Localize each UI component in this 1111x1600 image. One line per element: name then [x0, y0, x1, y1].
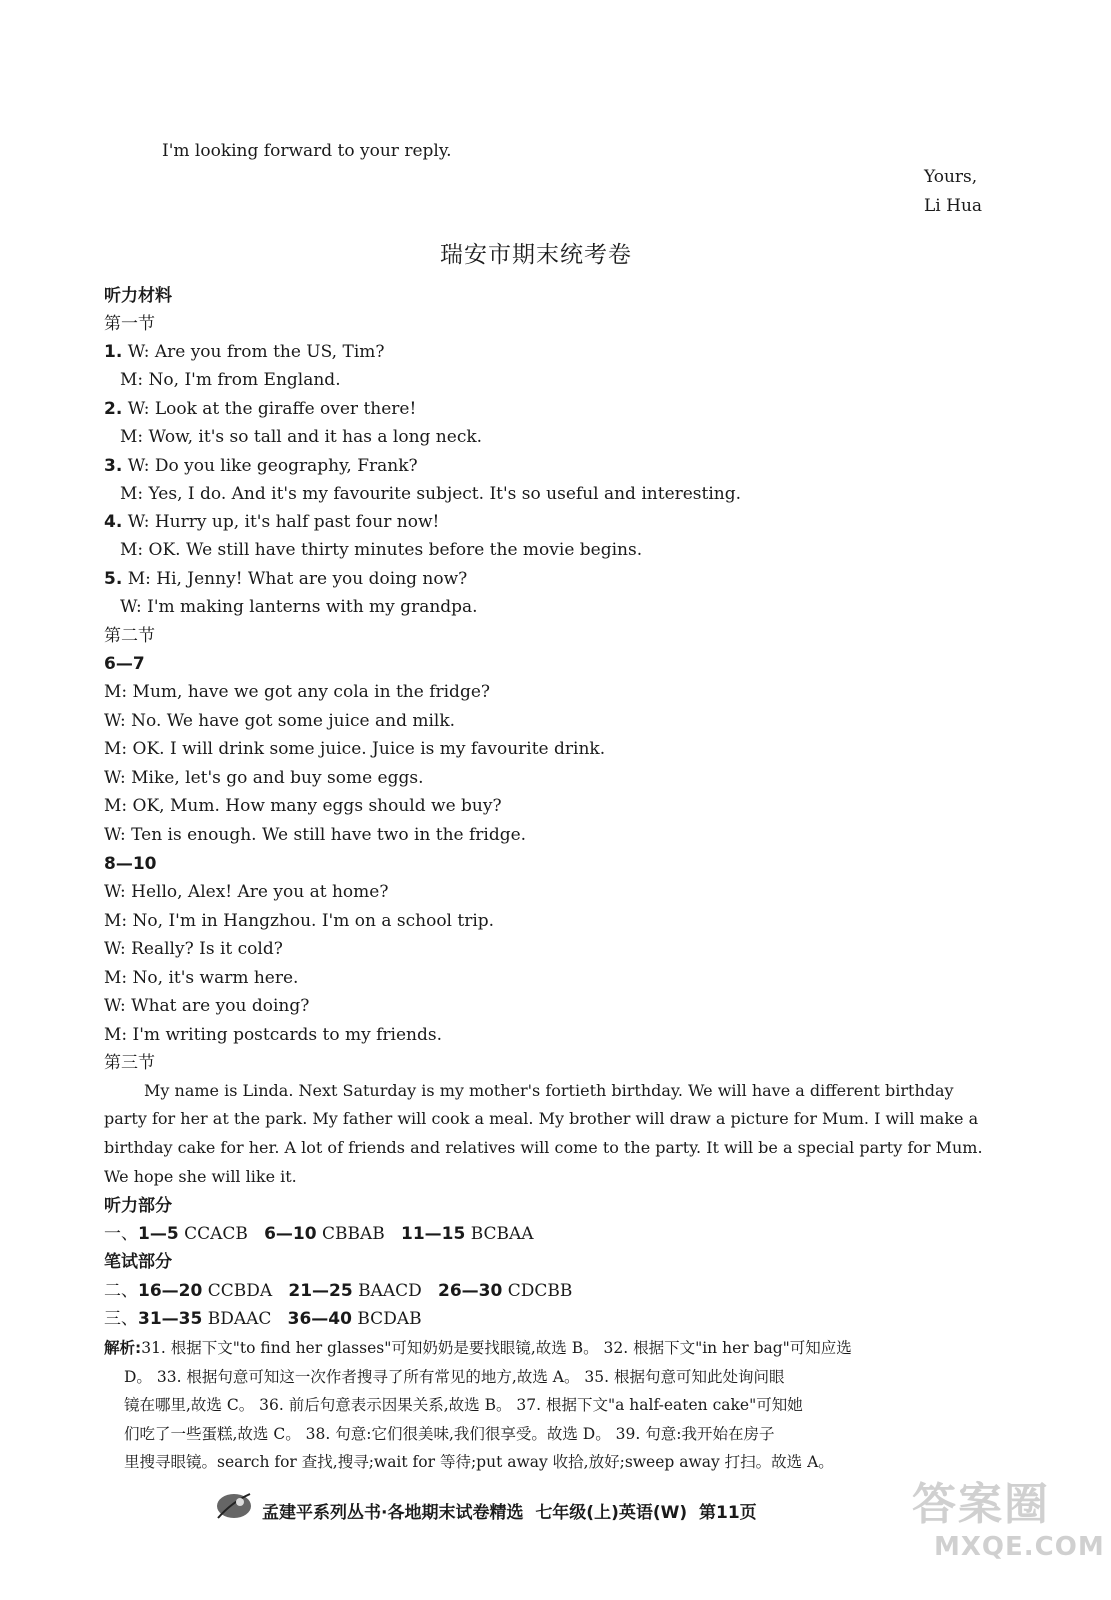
item-number: 1.: [104, 342, 123, 362]
analysis-text: 31. 根据下文"to find her glasses"可知奶奶是要找眼镜,故选 B。 32. 根据下文"in her bag"可知应选: [141, 1339, 852, 1357]
answer-key: BCDAB: [357, 1309, 422, 1329]
dialog-item: [104, 565, 467, 593]
passage-line: My name is Linda. Next Saturday is my mother's fortieth birthday. We will have a different birthday: [144, 1081, 954, 1100]
answer-range: 11—15: [400, 1224, 466, 1244]
analysis-line: 镜在哪里,故选 C。 36. 前后句意表示因果关系,故选 B。 37. 根据下文"a half-eaten cake"可知她: [124, 1396, 803, 1414]
dialog-line: M: I'm writing postcards to my friends.: [104, 1025, 443, 1045]
item-number: 4.: [104, 512, 123, 532]
answer-key: BCBAA: [470, 1224, 534, 1244]
answer-key: BAACD: [358, 1281, 422, 1301]
dialog-line: W: What are you doing?: [104, 996, 310, 1016]
dialog-line: M: No, it's warm here.: [104, 968, 299, 988]
dialog-line: W: No. We have got some juice and milk.: [104, 711, 456, 731]
answer-range: 21—25: [288, 1281, 353, 1301]
passage-line: birthday cake for her. A lot of friends and relatives will come to the party. It will be a special party for Mum.: [104, 1138, 983, 1157]
dialog-item: [104, 395, 416, 423]
answer-row-3: [104, 1305, 422, 1333]
answer-range: 16—20: [138, 1281, 203, 1301]
dialog-item: [104, 508, 439, 536]
answer-prefix: 一、: [104, 1224, 138, 1244]
dialog-line: W: Ten is enough. We still have two in the fridge.: [104, 825, 527, 845]
answer-key: CCACB: [184, 1224, 248, 1244]
item-number: 3.: [104, 456, 123, 476]
answer-range: 36—40: [287, 1309, 352, 1329]
dialog-line: M: No, I'm in Hangzhou. I'm on a school trip.: [104, 911, 495, 931]
dialog-line: M: No, I'm from England.: [120, 370, 341, 390]
dialog-line: W: Hurry up, it's half past four now!: [127, 512, 440, 532]
dialog-line: W: Really? Is it cold?: [104, 939, 283, 959]
series-logo-icon: [212, 1484, 254, 1526]
answer-key: CDCBB: [507, 1281, 573, 1301]
letter-name: Li Hua: [924, 196, 983, 216]
passage-line: party for her at the park. My father will cook a meal. My brother will draw a picture for Mum. I will make a: [104, 1109, 979, 1128]
answer-row-2: [104, 1277, 572, 1305]
section2-label: 第二节: [104, 626, 155, 646]
dialog-line: W: Look at the giraffe over there!: [127, 399, 417, 419]
dialog-line: W: I'm making lanterns with my grandpa.: [120, 597, 478, 617]
footer: [262, 1498, 757, 1523]
item-number: 5.: [104, 569, 123, 589]
dialog-line: W: Mike, let's go and buy some eggs.: [104, 768, 424, 788]
letter-signoff: Yours,: [924, 167, 978, 187]
answer-row-1: [104, 1220, 534, 1248]
dialog-line: M: Wow, it's so tall and it has a long neck.: [120, 427, 483, 447]
answer-range: 31—35: [138, 1309, 203, 1329]
watermark-logo: 答案圈: [912, 1479, 1050, 1530]
answer-key: CBBAB: [322, 1224, 385, 1244]
exam-title: 瑞安市期末统考卷: [440, 242, 632, 268]
footer-grade: 七年级(上)英语(W): [535, 1503, 688, 1523]
analysis-line: 们吃了一些蛋糕,故选 C。 38. 句意:它们很美味,我们很享受。故选 D。 39. 句意:我开始在房子: [124, 1425, 775, 1443]
answer-range: 6—10: [264, 1224, 317, 1244]
dialog-line: M: OK. We still have thirty minutes before the movie begins.: [120, 540, 643, 560]
dialog-line: W: Are you from the US, Tim?: [127, 342, 385, 362]
dialog-item: [104, 452, 418, 480]
item-number: 2.: [104, 399, 123, 419]
passage-line: We hope she will like it.: [104, 1167, 297, 1186]
answer-key: BDAAC: [207, 1309, 272, 1329]
answer-prefix: 三、: [104, 1309, 138, 1329]
dialog-line: W: Hello, Alex! Are you at home?: [104, 882, 389, 902]
dialog-line: M: OK, Mum. How many eggs should we buy?: [104, 796, 502, 816]
page-number: 第11页: [699, 1503, 757, 1523]
answer-range: 26—30: [438, 1281, 503, 1301]
dialog-item: [104, 338, 385, 366]
answer-key: CCBDA: [207, 1281, 273, 1301]
dialog-line: M: Mum, have we got any cola in the fridge?: [104, 682, 490, 702]
footer-series: 孟建平系列丛书: [262, 1503, 381, 1523]
analysis-label: 解析:: [104, 1339, 142, 1357]
answer-prefix: 二、: [104, 1281, 138, 1301]
group-range: 6—7: [104, 654, 145, 674]
section1-label: 第一节: [104, 314, 155, 334]
letter-closing-line: I'm looking forward to your reply.: [162, 141, 452, 161]
analysis-line: 里搜寻眼镜。search for 查找,搜寻;wait for 等待;put away 收拾,放好;sweep away 打扫。故选 A。: [124, 1453, 834, 1471]
analysis-line-1: [104, 1334, 852, 1362]
section3-label: 第三节: [104, 1053, 155, 1073]
dialog-line: W: Do you like geography, Frank?: [127, 456, 418, 476]
dialog-line: M: OK. I will drink some juice. Juice is my favourite drink.: [104, 739, 606, 759]
footer-book: 各地期末试卷精选: [387, 1503, 524, 1523]
listening-answers-heading: 听力部分: [104, 1196, 172, 1216]
analysis-line: D。 33. 根据句意可知这一次作者搜寻了所有常见的地方,故选 A。 35. 根据句意可知此处询问眼: [124, 1368, 785, 1386]
group-range: 8—10: [104, 854, 157, 874]
answer-range: 1—5: [138, 1224, 179, 1244]
dialog-line: M: Hi, Jenny! What are you doing now?: [127, 569, 468, 589]
watermark-url: MXQE.COM: [934, 1532, 1105, 1562]
footer-dot: ·: [381, 1503, 388, 1523]
written-answers-heading: 笔试部分: [104, 1252, 172, 1272]
dialog-line: M: Yes, I do. And it's my favourite subject. It's so useful and interesting.: [120, 484, 742, 504]
listening-material-heading: 听力材料: [104, 286, 172, 306]
